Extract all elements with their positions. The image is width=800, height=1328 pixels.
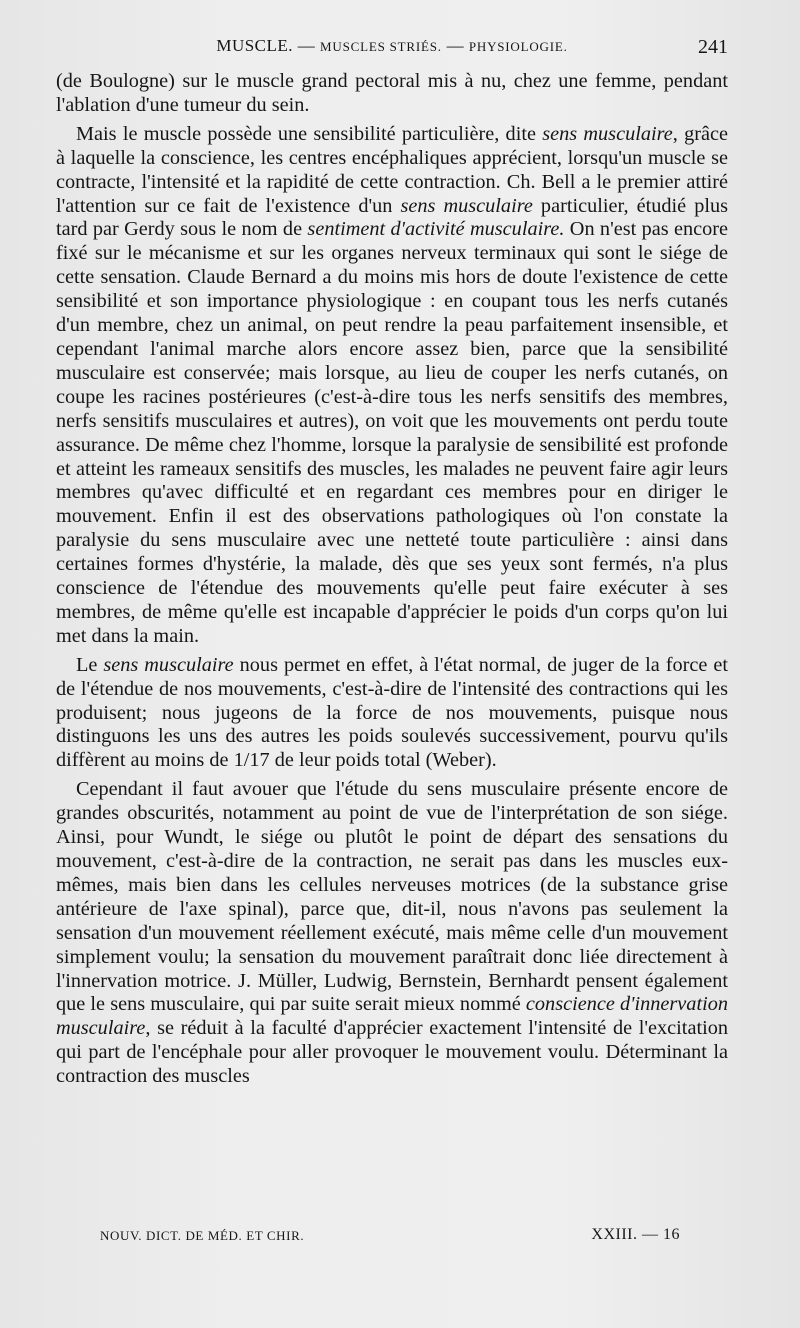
title-sub: MUSCLES STRIÉS. — [320, 39, 442, 54]
paragraph-4 — [56, 778, 728, 1089]
title-separator: — — [293, 36, 321, 55]
emphasis-term: conscience d'innervation musculaire — [56, 993, 728, 1040]
running-title — [56, 36, 728, 56]
emphasis-term: sentiment d'activité musculaire. — [307, 218, 565, 241]
running-header — [56, 36, 728, 66]
emphasis-term: sens musculaire — [400, 194, 533, 217]
paragraph-text: nous permet en effet, à l'état normal, de juger de la force et de l'étendue de nos mouvements, c'est-à-dire de l'intensité des contractions qui les produisent; nous jugeons de la force de nos mouvements, puisque nous distinguons les uns des autres les poids soulevés successivement, pourvu qu'ils diffèrent au moins de 1/17 de leur poids total (Weber). — [56, 653, 728, 772]
paragraph-text: particulier, étudié plus tard par Gerdy sous le nom de — [56, 194, 729, 241]
paragraph-2 — [56, 123, 728, 649]
paragraph-text: Le — [76, 653, 104, 676]
paragraph-1 — [56, 70, 728, 118]
body-text — [56, 70, 728, 1089]
title-main: MUSCLE. — [216, 36, 294, 55]
title-separator: — — [441, 36, 469, 55]
paragraph-text: (de Boulogne) sur le muscle grand pectoral mis à nu, chez une femme, pendant l'ablation d'une tumeur du sein. — [56, 70, 728, 116]
page-footer — [100, 1228, 680, 1252]
title-section: PHYSIOLOGIE. — [468, 39, 568, 54]
paragraph-text: , se réduit à la faculté d'apprécier exactement l'intensité de l'excitation qui part de l'encéphale pour aller provoquer le mouvement voulu. Déterminant la contraction des muscles — [56, 1017, 728, 1088]
emphasis-term: sens musculaire — [542, 122, 673, 145]
paragraph-text: Cependant il faut avouer que l'étude du sens musculaire présente encore de grandes obscurités, notamment au point de vue de l'interprétation de son siége. Ainsi, pour Wundt, le siége ou plutôt le point de départ des sensations du mouvement, c'est-à-dire de la contraction, ne serait pas dans les muscles eux-mêmes, mais bien dans les cellules nerveuses motrices (de la substance grise antérieure de l'axe spinal), parce que, dit-il, nous n'avons pas seulement la sensation d'un mouvement réellement exécuté, mais même celle d'un mouvement simplement voulu; la sensation du mouvement paraîtrait donc liée directement à l'innervation motrice. J. Müller, Ludwig, Bernstein, Bernhardt pensent également que le sens musculaire, qui par suite serait mieux nommé — [56, 778, 728, 1016]
paragraph-text: Mais le muscle possède une sensibilité particulière, dite — [76, 122, 543, 145]
footer-source: NOUV. DICT. DE MÉD. ET CHIR. — [100, 1228, 305, 1243]
paragraph-text: , grâce à laquelle la conscience, les centres encéphaliques apprécient, lorsqu'un muscle se contracte, l'intensité et la rapidité de cette contraction. Ch. Bell a le premier attiré l'attention sur ce fait de l'existence d'un — [56, 122, 729, 217]
paragraph-text: On n'est pas encore fixé sur le mécanisme et sur les organes nerveux terminaux qui sont le siége de cette sensation. Claude Bernard a du moins mis hors de doute l'existence de cette sensibilité et son importance physiologique : en coupant tous les nerfs cutanés d'un membre, chez un animal, on peut rendre la peau parfaitement insensible, et cependant l'animal marche alors encore assez bien, parce que la sensibilité musculaire est conservée; mais lorsque, au lieu de couper les nerfs cutanés, on coupe les racines postérieures (c'est-à-dire tous les nerfs sensitifs des membres, nerfs sensitifs musculaires et autres), on voit que les mouvements ont perdu toute assurance. De même chez l'homme, lorsque la paralysie de sensibilité est profonde et atteint les rameaux sensitifs des muscles, les malades ne peuvent faire agir leurs membres qu'avec difficulté et en regardant ces membres pour en diriger le mouvement. Enfin il est des observations pathologiques où l'on constate la paralysie du sens musculaire avec une netteté toute particulière : ainsi dans certaines formes d'hystérie, la malade, dès que ses yeux sont fermés, n'a plus conscience de l'étendue des mouvements qu'elle peut faire exécuter à ses membres, de même qu'elle est incapable d'apprécier le poids d'un corps qu'on lui met dans la main. — [56, 218, 729, 647]
emphasis-term: sens musculaire — [103, 653, 234, 676]
paragraph-3 — [56, 654, 728, 774]
footer-signature: XXIII. — 16 — [591, 1226, 680, 1243]
page-number: 241 — [698, 36, 728, 58]
